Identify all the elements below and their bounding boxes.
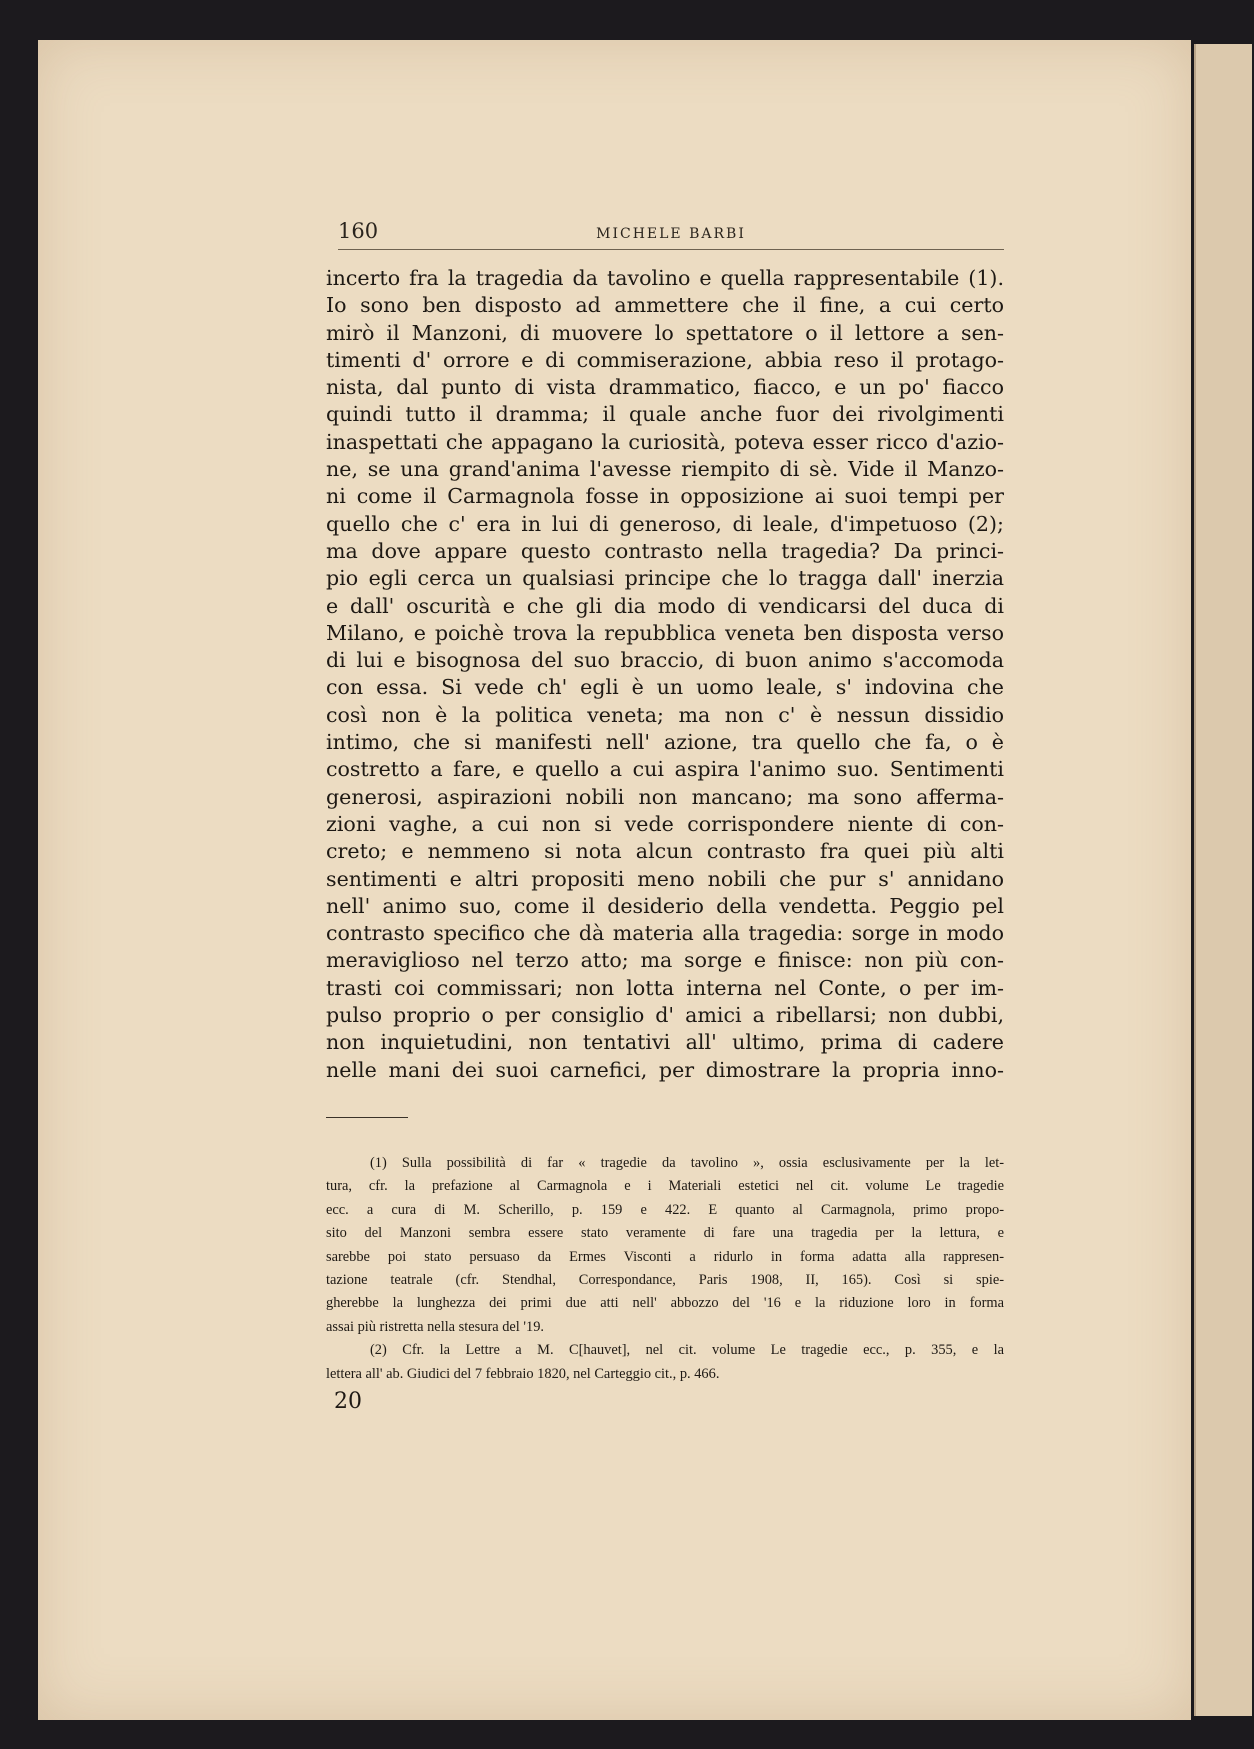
text-line: quindi tutto il dramma; il quale anche fuor dei rivolgimenti <box>326 402 1004 427</box>
text-line: mirò il Manzoni, di muovere lo spettatore o il lettore a sen- <box>326 320 1004 345</box>
next-page-edge <box>1194 44 1252 1716</box>
text-line: meraviglioso nel terzo atto; ma sorge e finisce: non più con- <box>326 948 1004 973</box>
text-line: costretto a fare, e quello a cui aspira l'animo suo. Sentimenti <box>326 757 1004 782</box>
text-line: non inquietudini, non tentativi all' ultimo, prima di cadere <box>326 1030 1004 1055</box>
running-head-author: MICHELE BARBI <box>596 226 746 242</box>
footnote-1-line: assai più ristretta nella stesura del '19. <box>326 1318 544 1335</box>
footnote-1-line: gherebbe la lunghezza dei primi due atti nell' abbozzo del '16 e la riduzione loro in forma <box>326 1295 1004 1312</box>
footnote-1-line: sito del Manzoni sembra essere stato veramente di fare una tragedia per la lettura, e <box>326 1225 1004 1242</box>
footnote-1-line: sarebbe poi stato persuaso da Ermes Visconti a ridurlo in forma adatta alla rappresen- <box>326 1248 1004 1265</box>
text-line: inaspettati che appagano la curiosità, poteva esser ricco d'azio- <box>326 429 1004 454</box>
footnote-1-line: tazione teatrale (cfr. Stendhal, Correspondance, Paris 1908, II, 165). Così si spie- <box>326 1271 1004 1288</box>
text-line: e dall' oscurità e che gli dia modo di vendicarsi del duca di <box>326 593 1004 618</box>
running-head <box>338 219 1004 250</box>
text-line: con essa. Si vede ch' egli è un uomo leale, s' indovina che <box>326 675 1004 700</box>
text-line: ma dove appare questo contrasto nella tragedia? Da princi- <box>326 538 1004 563</box>
page-number: 160 <box>338 219 379 243</box>
text-line: ni come il Carmagnola fosse in opposizione ai suoi tempi per <box>326 484 1004 509</box>
text-line: intimo, che si manifesti nell' azione, tra quello che fa, o è <box>326 730 1004 755</box>
text-line: timenti d' orrore e di commiserazione, abbia reso il protago- <box>326 347 1004 372</box>
main-text <box>326 265 1004 1084</box>
text-line: sentimenti e altri propositi meno nobili che pur s' annidano <box>326 866 1004 891</box>
text-line: così non è la politica veneta; ma non c' è nessun dissidio <box>326 702 1004 727</box>
text-line: ne, se una grand'anima l'avesse riempito di sè. Vide il Manzo- <box>326 457 1004 482</box>
text-line: quello che c' era in lui di generoso, di leale, d'impetuoso (2); <box>326 511 1004 536</box>
text-line: nell' animo suo, come il desiderio della vendetta. Peggio pel <box>326 893 1004 918</box>
footnote-separator <box>326 1117 408 1118</box>
footnote-2-line: lettera all' ab. Giudici del 7 febbraio 1820, nel Carteggio cit., p. 466. <box>326 1365 720 1382</box>
text-line: pio egli cerca un qualsiasi principe che lo tragga dall' inerzia <box>326 566 1004 591</box>
text-line: trasti coi commissari; non lotta interna nel Conte, o per im- <box>326 975 1004 1000</box>
text-line: generosi, aspirazioni nobili non mancano; ma sono afferma- <box>326 784 1004 809</box>
text-line: creto; e nemmeno si nota alcun contrasto fra quei più alti <box>326 839 1004 864</box>
text-line: di lui e bisognosa del suo braccio, di buon animo s'accomoda <box>326 648 1004 673</box>
text-line: incerto fra la tragedia da tavolino e quella rappresentabile (1). <box>326 266 1004 290</box>
footnote-1-line: tura, cfr. la prefazione al Carmagnola e i Materiali estetici nel cit. volume Le tragedie <box>326 1178 1004 1195</box>
text-line: zioni vaghe, a cui non si vede corrispondere niente di con- <box>326 811 1004 836</box>
text-line: nelle mani dei suoi carnefici, per dimostrare la propria inno- <box>326 1057 1004 1082</box>
text-line: nista, dal punto di vista drammatico, fiacco, e un po' fiacco <box>326 375 1004 400</box>
footnote-1-line: (1) Sulla possibilità di far « tragedie da tavolino », ossia esclusivamente per la let- <box>370 1155 1004 1171</box>
footnotes <box>326 1152 1004 1386</box>
footnote-1-line: ecc. a cura di M. Scherillo, p. 159 e 422. E quanto al Carmagnola, primo propo- <box>326 1201 1004 1218</box>
footnote-2-line: (2) Cfr. la Lettre a M. C[hauvet], nel cit. volume Le tragedie ecc., p. 355, e la <box>370 1342 1004 1359</box>
text-line: pulso proprio o per consiglio d' amici a ribellarsi; non dubbi, <box>326 1003 1004 1028</box>
signature-mark: 20 <box>334 1389 362 1414</box>
text-line: Io sono ben disposto ad ammettere che il fine, a cui certo <box>326 293 1004 318</box>
text-line: contrasto specifico che dà materia alla tragedia: sorge in modo <box>326 921 1004 946</box>
text-line: Milano, e poichè trova la repubblica veneta ben disposta verso <box>326 620 1004 645</box>
